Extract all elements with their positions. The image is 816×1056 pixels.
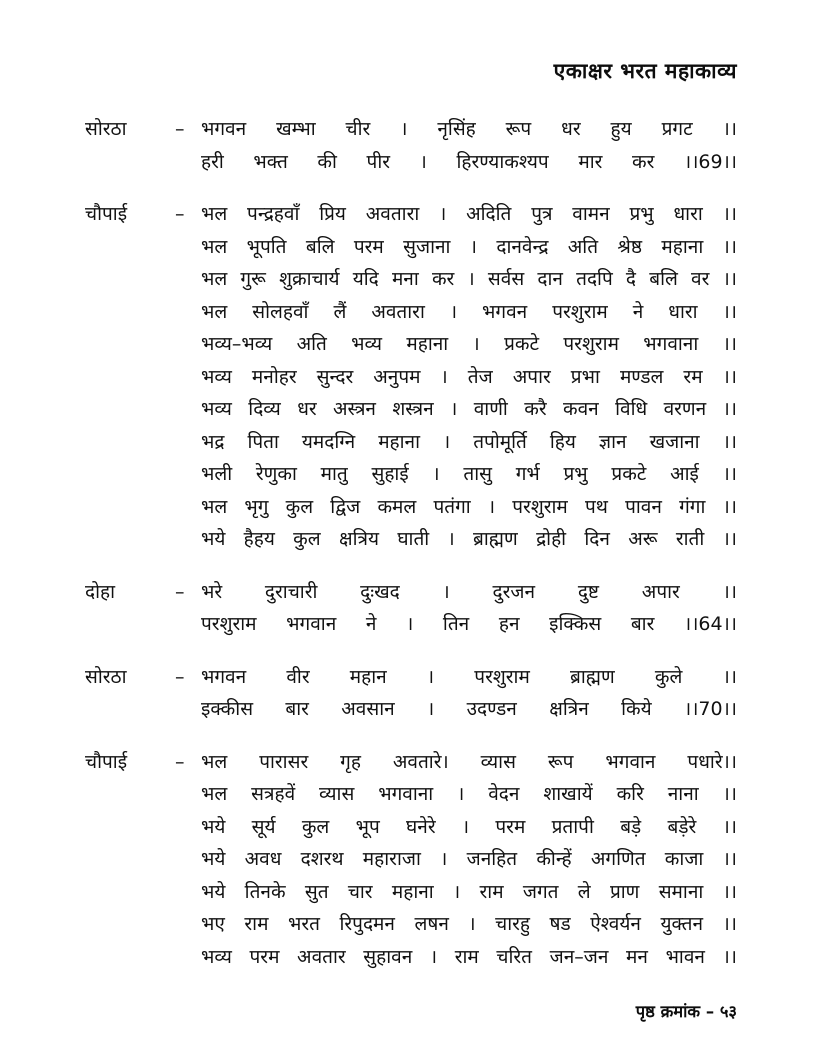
verse-lines	[201, 746, 737, 974]
verse-line: भल गुरू शुक्राचार्य यदि मना कर । सर्वस दान तदपि दै बलि वर ।।	[201, 268, 737, 290]
verse-lines	[201, 198, 737, 556]
verse-type-label: दोहा	[85, 580, 116, 603]
verse-lines	[201, 576, 737, 641]
verse-line: भगवन वीर महान । परशुराम ब्राह्मण कुले ।।	[201, 665, 737, 688]
verse-lines	[201, 113, 737, 178]
verse-line: भद्र पिता यमदग्नि महाना । तपोमूर्ति हिय ज्ञान खजाना ।।	[201, 430, 737, 453]
page-footer	[636, 999, 737, 1022]
verse-line: भव्य मनोहर सुन्दर अनुपम । तेज अपार प्रभा मण्डल रम ।।	[201, 365, 737, 388]
verse-line: भल पारासर गृह अवतारे। व्यास रूप भगवान पधारे।।	[201, 750, 737, 773]
verse-section-1	[85, 198, 737, 556]
verse-line: भल भूपति बलि परम सुजाना । दानवेन्द्र अति श्रेष्ठ महाना ।।	[201, 235, 737, 258]
verse-line: भगवन खम्भा चीर । नृसिंह रूप धर हुय प्रगट ।।	[201, 118, 737, 140]
verse-line: भल भृगु कुल द्विज कमल पतंगा । परशुराम पथ पावन गंगा ।।	[201, 495, 737, 518]
label-dash: –	[175, 750, 185, 773]
verse-line: भरे दुराचारी दुःखद । दुरजन दुष्ट अपार ।।	[201, 580, 737, 603]
verse-line: हरी भक्त की पीर । हिरण्याकश्यप मार कर ।।69।।	[201, 150, 737, 173]
verse-line: भये तिनके सुत चार महाना । राम जगत ले प्राण समाना ।।	[201, 880, 737, 903]
verse-type-label: सोरठा	[85, 665, 127, 688]
verse-section-2	[85, 576, 737, 641]
verse-type-label: सोरठा	[85, 118, 127, 140]
page-number: पृष्ठ क्रमांक – ५३	[635, 1002, 737, 1021]
label-dash: –	[175, 580, 185, 603]
verse-type-label: चौपाई	[85, 750, 128, 773]
verse-section-0	[85, 113, 737, 178]
verse-line: भल सत्रहवें व्यास भगवाना । वेदन शाखायें करि नाना ।।	[201, 783, 737, 805]
verse-line: भव्य दिव्य धर अस्त्रन शस्त्रन । वाणी करै कवन विधि वरणन ।।	[201, 398, 737, 420]
label-dash: –	[175, 203, 185, 225]
verse-line: भव्य परम अवतार सुहावन । राम चरित जन–जन मन भावन ।।	[201, 945, 737, 968]
verse-line: भये अवध दशरथ महाराजा । जनहित कीन्हें अगणित काजा ।।	[201, 848, 737, 870]
verse-lines	[201, 661, 737, 726]
book-title: एकाक्षर भरत महाकाव्य	[553, 59, 737, 83]
verse-line: भल सोलहवाँ लैं अवतारा । भगवन परशुराम ने धारा ।।	[201, 300, 737, 323]
verse-sections	[85, 113, 737, 973]
verse-line: भली रेणुका मातु सुहाई । तासु गर्भ प्रभु प्रकटे आई ।।	[201, 463, 737, 485]
verse-line: भल पन्द्रहवाँ प्रिय अवतारा । अदिति पुत्र वामन प्रभु धारा ।।	[201, 203, 737, 225]
verse-line: भए राम भरत रिपुदमन लषन । चारहु षड ऐश्वर्यन युक्तन ।।	[201, 913, 737, 935]
verse-line: भये सूर्य कुल भूप घनेरे । परम प्रतापी बड़े बड़ेरे ।।	[201, 815, 737, 838]
verse-section-3	[85, 661, 737, 726]
verse-section-4	[85, 746, 737, 974]
verse-line: भये हैहय कुल क्षत्रिय घाती । ब्राह्मण द्रोही दिन अरू राती ।।	[201, 528, 737, 550]
verse-line: इक्कीस बार अवसान । उदण्डन क्षत्रिन किये ।।70।।	[201, 698, 737, 720]
verse-line: भव्य–भव्य अति भव्य महाना । प्रकटे परशुराम भगवाना ।।	[201, 333, 737, 355]
label-dash: –	[175, 665, 185, 688]
verse-type-label: चौपाई	[85, 203, 128, 225]
page-header	[85, 58, 737, 84]
verse-line: परशुराम भगवान ने । तिन हन इक्किस बार ।।64।।	[201, 613, 737, 635]
label-dash: –	[175, 118, 185, 140]
